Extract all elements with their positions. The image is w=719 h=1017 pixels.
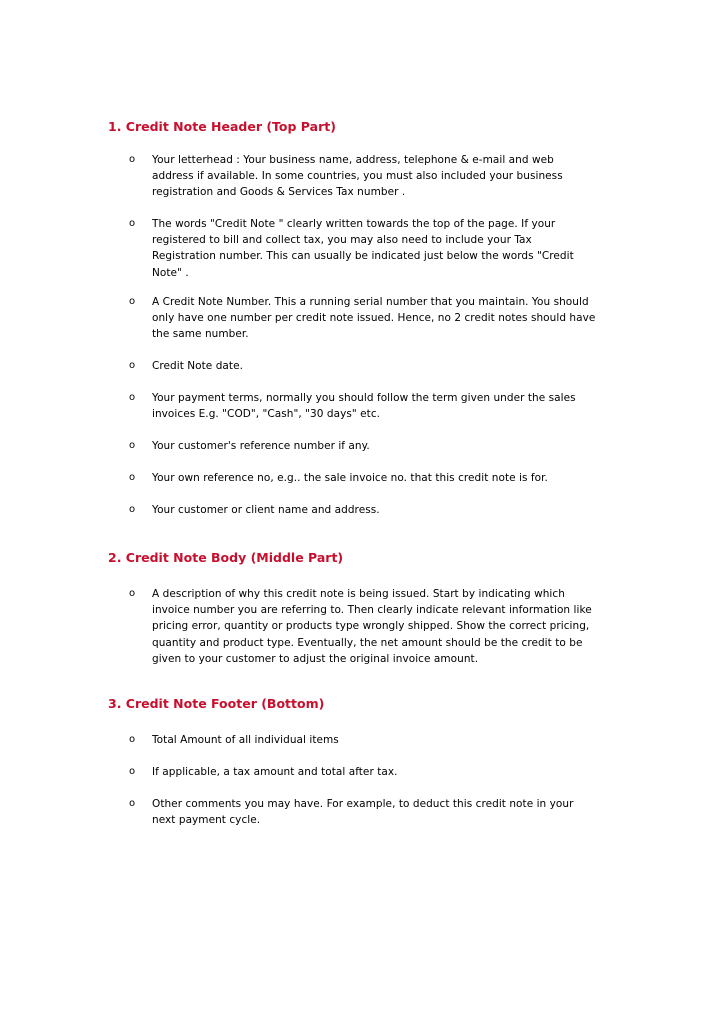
bullet-icon: o — [129, 360, 136, 371]
text-line: Note" . — [152, 266, 189, 279]
list-item-text — [152, 216, 630, 281]
list-item-text — [152, 390, 630, 422]
list-item-text — [152, 152, 630, 201]
list-item-text — [152, 438, 630, 454]
text-line: Other comments you may have. For example, to deduct this credit note in your — [152, 798, 574, 810]
text-line: A Credit Note Number. This a running serial number that you maintain. You should — [152, 296, 589, 308]
text-line: Registration number. This can usually be indicated just below the words "Credit — [152, 250, 574, 263]
bullet-icon: o — [129, 798, 136, 809]
bullet-icon: o — [129, 504, 136, 515]
text-line: address if available. In some countries, you must also included your business — [152, 170, 563, 183]
text-line: Credit Note date. — [152, 360, 243, 372]
text-line: next payment cycle. — [152, 814, 261, 827]
bullet-icon: o — [129, 472, 136, 483]
bullet-icon: o — [129, 392, 136, 403]
text-line: Your customer or client name and address. — [152, 504, 380, 516]
section-heading-body: 2. Credit Note Body (Middle Part) — [108, 550, 344, 565]
text-line: Your own reference no, e.g.. the sale invoice no. that this credit note is for. — [152, 472, 548, 484]
text-line: If applicable, a tax amount and total after tax. — [152, 766, 398, 778]
list-item-text — [152, 586, 630, 667]
list-item-text — [152, 796, 630, 828]
bullet-icon: o — [129, 218, 136, 229]
section-heading-header: 1. Credit Note Header (Top Part) — [108, 119, 336, 134]
list-item-text — [152, 294, 630, 343]
text-line: A description of why this credit note is being issued. Start by indicating which — [152, 588, 565, 600]
text-line: registration and Goods & Services Tax number . — [152, 186, 406, 199]
text-line: Your customer's reference number if any. — [152, 440, 370, 452]
section-heading-footer: 3. Credit Note Footer (Bottom) — [108, 696, 325, 711]
bullet-icon: o — [129, 154, 136, 165]
text-line: Your payment terms, normally you should follow the term given under the sales — [152, 392, 576, 404]
text-line: the same number. — [152, 328, 249, 341]
text-line: invoices E.g. "COD", "Cash", "30 days" etc. — [152, 408, 381, 421]
text-line: registered to bill and collect tax, you may also need to include your Tax — [152, 234, 532, 247]
text-line: The words "Credit Note " clearly written towards the top of the page. If your — [152, 218, 556, 230]
list-item-text — [152, 764, 630, 780]
text-line: invoice number you are referring to. Then clearly indicate relevant information like — [152, 604, 592, 617]
bullet-icon: o — [129, 296, 136, 307]
bullet-icon: o — [129, 440, 136, 451]
text-line: pricing error, quantity or products type wrongly shipped. Show the correct pricing, — [152, 620, 590, 633]
bullet-icon: o — [129, 766, 136, 777]
list-item-text — [152, 358, 630, 374]
list-item-text — [152, 732, 630, 748]
text-line: given to your customer to adjust the original invoice amount. — [152, 652, 479, 665]
text-line: only have one number per credit note issued. Hence, no 2 credit notes should have — [152, 312, 596, 325]
list-item-text — [152, 502, 630, 518]
bullet-icon: o — [129, 734, 136, 745]
text-line: Your letterhead : Your business name, address, telephone & e-mail and web — [152, 154, 554, 166]
list-item-text — [152, 470, 630, 486]
text-line: Total Amount of all individual items — [152, 734, 339, 746]
bullet-icon: o — [129, 588, 136, 599]
text-line: quantity and product type. Eventually, the net amount should be the credit to be — [152, 636, 583, 649]
